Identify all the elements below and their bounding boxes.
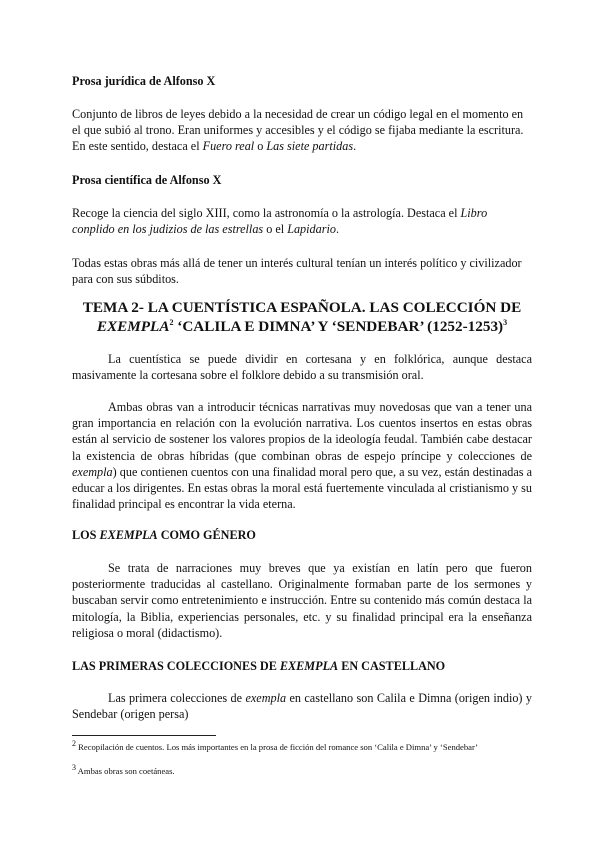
heading-exempla-genero: LOS EXEMPLA COMO GÉNERO <box>72 528 256 542</box>
heading-prosa-juridica: Prosa jurídica de Alfonso X <box>72 74 216 88</box>
footnote-3: $^3$ Ambas obras son coetáneas. <box>72 763 175 776</box>
paragraph-primeras-colecciones: Las primera colecciones de exempla en castellano son Calila e Dimna (origen indio) y Sendebar (origen persa) <box>72 691 532 722</box>
paragraph-prosa-juridica: Conjunto de libros de leyes debido a la necesidad de crear un código legal en el momento en el que subió al trono. Eran uniformes y accesibles y el código se fijaba mediante la escritura. En este sentido, destaca el Fuero real o Las siete partidas. <box>72 107 524 154</box>
title-siete-partidas: Las siete partidas <box>266 139 354 154</box>
paragraph-prosa-cientifica: Recoge la ciencia del siglo XIII, como la astronomía o la astrología. Destaca el Libro conplido en los judizios de las estrellas o el Lapidario. <box>72 206 488 237</box>
title-lapidario: Lapidario <box>287 222 336 237</box>
title-fuero-real: Fuero real <box>202 139 255 154</box>
paragraph-ambas-obras: Ambas obras van a introducir técnicas narrativas muy novedosas que van a tener una gran importancia en relación con la evolución narrativa. Los cuentos insertos en estas obras están al servicio de sostener los valores propios de la ideología feudal. También cabe destacar la existencia de obras híbridas (que combinan obras de espejo príncipe y colecciones de exempla) que contienen cuentos con una finalidad moral pero que, a su vez, están destinadas a educar a los dirigentes. En estas obras la moral está fuertemente vinculada al cristianismo y su finalidad principal es encontrar la vida eterna. <box>72 400 532 512</box>
footnote-divider <box>72 735 216 736</box>
heading-prosa-cientifica: Prosa científica de Alfonso X <box>72 173 222 187</box>
title-libro-conplido: Libro conplido en los judizios de las estrellas <box>72 206 488 237</box>
footnote-ref-3: 3 <box>503 317 508 327</box>
paragraph-exempla-genero: Se trata de narraciones muy breves que ya existían en latín pero que fueron posteriormente traducidas al castellano. Originalmente formaban parte de los sermones y buscaban servir como entretenimiento e instrucción. Entre su contenido más común destaca la mitología, la Biblia, experiencias personales, etc. y su finalidad principal era la enseñanza religiosa o moral (didactismo). <box>72 561 532 640</box>
tema-2-title: TEMA 2- LA CUENTÍSTICA ESPAÑOLA. LAS COLECCIÓN DE EXEMPLA$^2$ ‘CALILA E DIMNA’ Y ‘SENDEBAR’ (1252-1253)$^3$ <box>82 299 522 335</box>
heading-primeras-colecciones: LAS PRIMERAS COLECCIONES DE EXEMPLA EN CASTELLANO <box>72 659 446 673</box>
paragraph-interes-politico: Todas estas obras más allá de tener un interés cultural tenían un interés político y civilizador para con sus súbditos. <box>72 256 522 287</box>
footnote-2: $^2$ Recopilación de cuentos. Los más importantes en la prosa de ficción del romance son ‘Calila e Dimna’ y ‘Sendebar’ <box>72 739 479 752</box>
paragraph-cuentistica: La cuentística se puede dividir en cortesana y en folklórica, aunque destaca masivamente la cortesana sobre el folklore debido a su transmisión oral. <box>72 352 532 383</box>
footnote-ref-2: 2 <box>169 317 174 327</box>
